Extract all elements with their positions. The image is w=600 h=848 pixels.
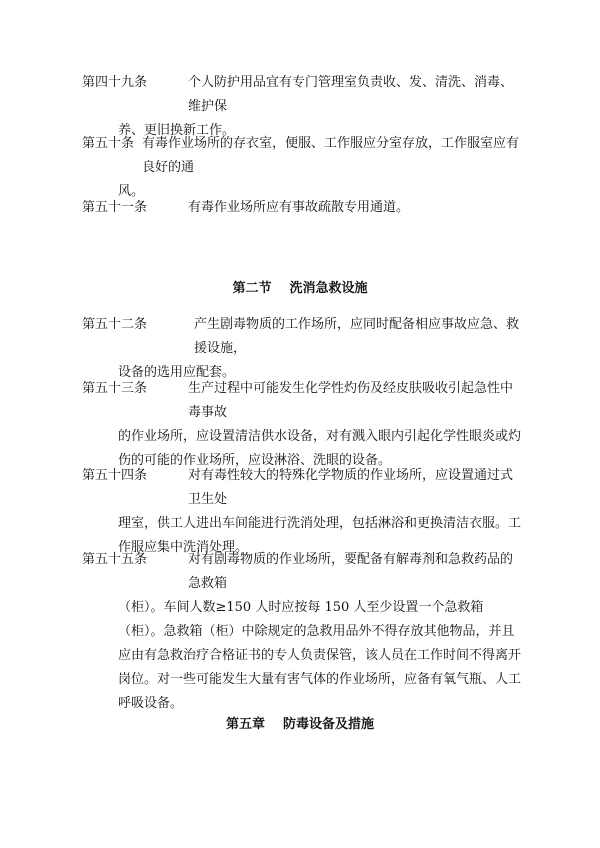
clause-text-rest: 理室，供工人进出车间能进行洗消处理，包括淋浴和更换清洁衣服。工作服应集中洗消处理。 bbox=[118, 516, 522, 555]
clause-number: 第五十一条 bbox=[82, 200, 148, 215]
clause-number: 第五十三条 bbox=[82, 381, 148, 396]
clause-text-rest: 设备的选用应配套。 bbox=[118, 365, 236, 380]
clause-text-line1: 有毒作业场所的存衣室，便服、工作服应分室存放，工作服室应有良好的通 bbox=[142, 136, 520, 175]
clause-54 bbox=[82, 464, 522, 560]
clause-text-line1: 产生剧毒物质的工作场所，应同时配备相应事故应急、救援设施， bbox=[194, 317, 520, 356]
clause-text-rest: 风。 bbox=[118, 184, 145, 199]
clause-number: 第五十二条 bbox=[82, 317, 148, 332]
clause-text-rest: 的作业场所，应设置清洁供水设备，对有溅入眼内引起化学性眼炎或灼伤的可能的作业场所，应设淋浴、洗眼的设备。 bbox=[118, 429, 522, 468]
chapter-heading: 第五章 防毒设备及措施 bbox=[225, 717, 375, 732]
section-heading: 第二节 洗消急救设施 bbox=[232, 281, 368, 296]
clause-53 bbox=[82, 377, 522, 473]
clause-text-line1: 个人防护用品宜有专门管理室负责收、发、清洗、消毒、维护保 bbox=[188, 75, 514, 114]
clause-52 bbox=[82, 313, 522, 385]
clause-text-rest: 养、更旧换新工作。 bbox=[118, 123, 236, 138]
clause-number: 第五十条 bbox=[82, 136, 135, 151]
clause-text-line1: 有毒作业场所应有事故疏散专用通道。 bbox=[188, 200, 410, 215]
clause-51 bbox=[82, 196, 522, 220]
clause-55 bbox=[82, 548, 522, 716]
clause-50 bbox=[82, 132, 522, 204]
clause-number: 第五十五条 bbox=[82, 552, 148, 567]
clause-number: 第五十四条 bbox=[82, 468, 148, 483]
clause-text-line1: 对有剧毒物质的作业场所，要配备有解毒剂和急救药品的急救箱 bbox=[188, 552, 514, 591]
clause-text-rest: （柜）。车间人数≥150 人时应按每 150 人至少设置一个急救箱（柜）。急救箱（柜）中除规定的急救用品外不得存放其他物品，并且应由有急救治疗合格证书的专人负责保管，该人员在工作时间不得离开岗位。对一些可能发生大量有害气体的作业场所，应备有氧气瓶、人工呼吸设备。 bbox=[118, 600, 522, 711]
clause-text-line1: 生产过程中可能发生化学性灼伤及经皮肤吸收引起急性中毒事故 bbox=[188, 381, 514, 420]
clause-text-line1: 对有毒性较大的特殊化学物质的作业场所，应设置通过式卫生处 bbox=[188, 468, 514, 507]
clause-number: 第四十九条 bbox=[82, 75, 148, 90]
